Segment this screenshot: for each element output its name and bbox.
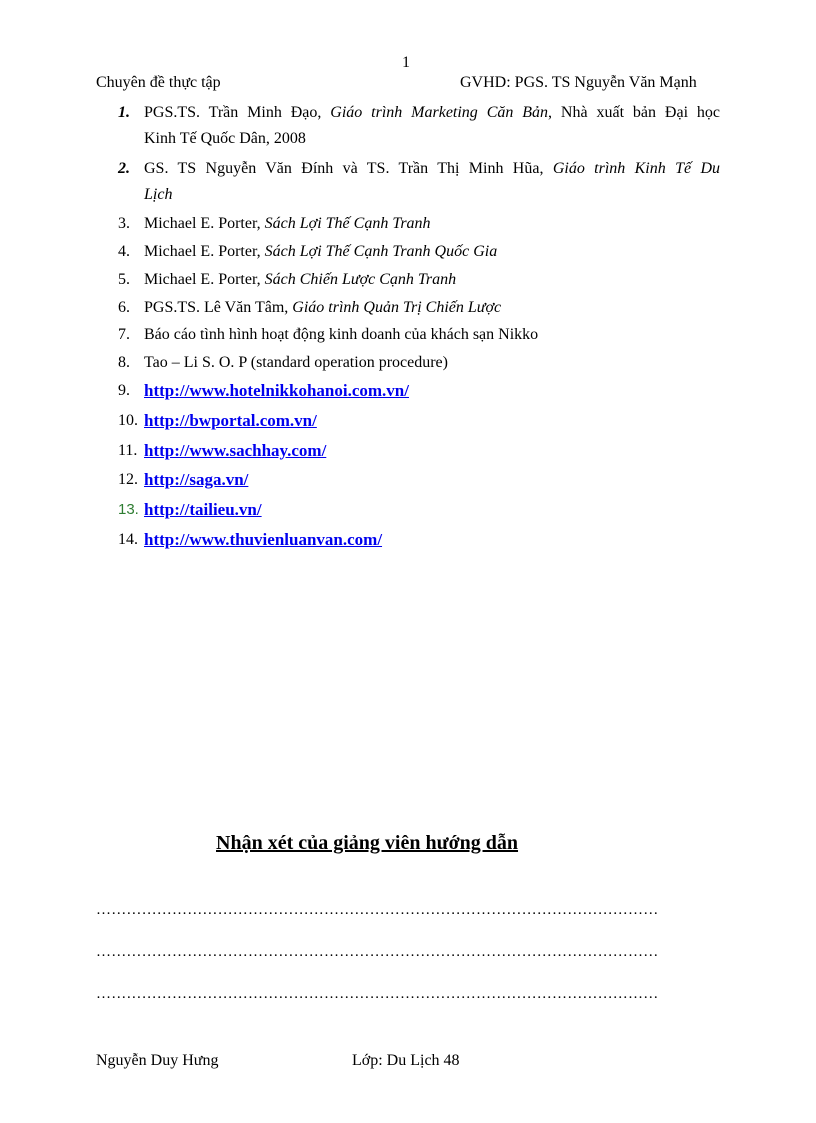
reference-text-line2: Kinh Tế Quốc Dân, 2008 bbox=[144, 130, 306, 147]
reference-text: GS. TS Nguyễn Văn Đính và TS. Trần Thị Minh Hũa, Giáo trình Kinh Tế Du bbox=[144, 160, 721, 177]
header-right: GVHD: PGS. TS Nguyễn Văn Mạnh bbox=[460, 74, 697, 91]
reference-item bbox=[118, 527, 720, 554]
reference-text: Tao – Li S. O. P (standard operation procedure) bbox=[144, 354, 448, 371]
reference-number: 3. bbox=[118, 215, 130, 232]
reference-item bbox=[118, 467, 720, 494]
reference-text: Michael E. Porter, Sách Lợi Thế Cạnh Tranh Quốc Gia bbox=[144, 243, 498, 260]
reference-item bbox=[118, 211, 720, 237]
reference-link[interactable]: http://www.thuvienluanvan.com/ bbox=[144, 530, 383, 549]
reference-number: 6. bbox=[118, 299, 130, 316]
comment-dot-line: ………………………………………………………………………………………………… bbox=[96, 944, 659, 960]
reference-number: 14. bbox=[118, 531, 138, 548]
reference-number: 12. bbox=[118, 471, 138, 488]
reference-item bbox=[118, 497, 720, 524]
reference-text: PGS.TS. Lê Văn Tâm, Giáo trình Quản Trị Chiến Lược bbox=[144, 299, 502, 316]
reference-number: 1. bbox=[118, 104, 130, 121]
reference-text: Michael E. Porter, Sách Lợi Thế Cạnh Tranh bbox=[144, 215, 431, 232]
reference-item bbox=[118, 267, 720, 293]
reference-text: Michael E. Porter, Sách Chiến Lược Cạnh Tranh bbox=[144, 271, 457, 288]
reference-number: 9. bbox=[118, 382, 130, 399]
reference-number: 4. bbox=[118, 243, 130, 260]
reference-item bbox=[118, 378, 720, 405]
footer-class: Lớp: Du Lịch 48 bbox=[352, 1052, 460, 1069]
reference-item bbox=[118, 438, 720, 465]
page-number: 1 bbox=[402, 54, 410, 71]
reference-number: 8. bbox=[118, 354, 130, 371]
reference-item bbox=[118, 295, 720, 321]
reference-text-line2: Lịch bbox=[144, 186, 173, 203]
reference-item bbox=[118, 156, 720, 208]
reference-link[interactable]: http://bwportal.com.vn/ bbox=[144, 411, 317, 430]
header-left: Chuyên đề thực tập bbox=[96, 74, 221, 91]
reference-link[interactable]: http://saga.vn/ bbox=[144, 470, 249, 489]
reference-item bbox=[118, 322, 720, 348]
reference-link[interactable]: http://www.hotelnikkohanoi.com.vn/ bbox=[144, 381, 409, 400]
reference-number: 13. bbox=[118, 501, 139, 518]
reference-link[interactable]: http://tailieu.vn/ bbox=[144, 500, 262, 519]
reference-text: Báo cáo tình hình hoạt động kinh doanh của khách sạn Nikko bbox=[144, 326, 539, 343]
reference-number: 7. bbox=[118, 326, 130, 343]
reference-link[interactable]: http://www.sachhay.com/ bbox=[144, 441, 327, 460]
footer-author: Nguyễn Duy Hưng bbox=[96, 1052, 219, 1069]
reference-number: 10. bbox=[118, 412, 138, 429]
comment-dot-line: ………………………………………………………………………………………………… bbox=[96, 986, 659, 1002]
reference-number: 11. bbox=[118, 442, 138, 459]
reference-text: PGS.TS. Trần Minh Đạo, Giáo trình Marketing Căn Bản, Nhà xuất bản Đại học bbox=[144, 104, 721, 121]
reference-item bbox=[118, 239, 720, 265]
reference-item bbox=[118, 100, 720, 152]
reference-number: 2. bbox=[118, 160, 130, 177]
reference-number: 5. bbox=[118, 271, 130, 288]
comment-title: Nhận xét của giảng viên hướng dẫn bbox=[216, 832, 519, 854]
reference-item bbox=[118, 350, 720, 376]
comment-dot-line: ………………………………………………………………………………………………… bbox=[96, 902, 659, 918]
reference-item bbox=[118, 408, 720, 435]
